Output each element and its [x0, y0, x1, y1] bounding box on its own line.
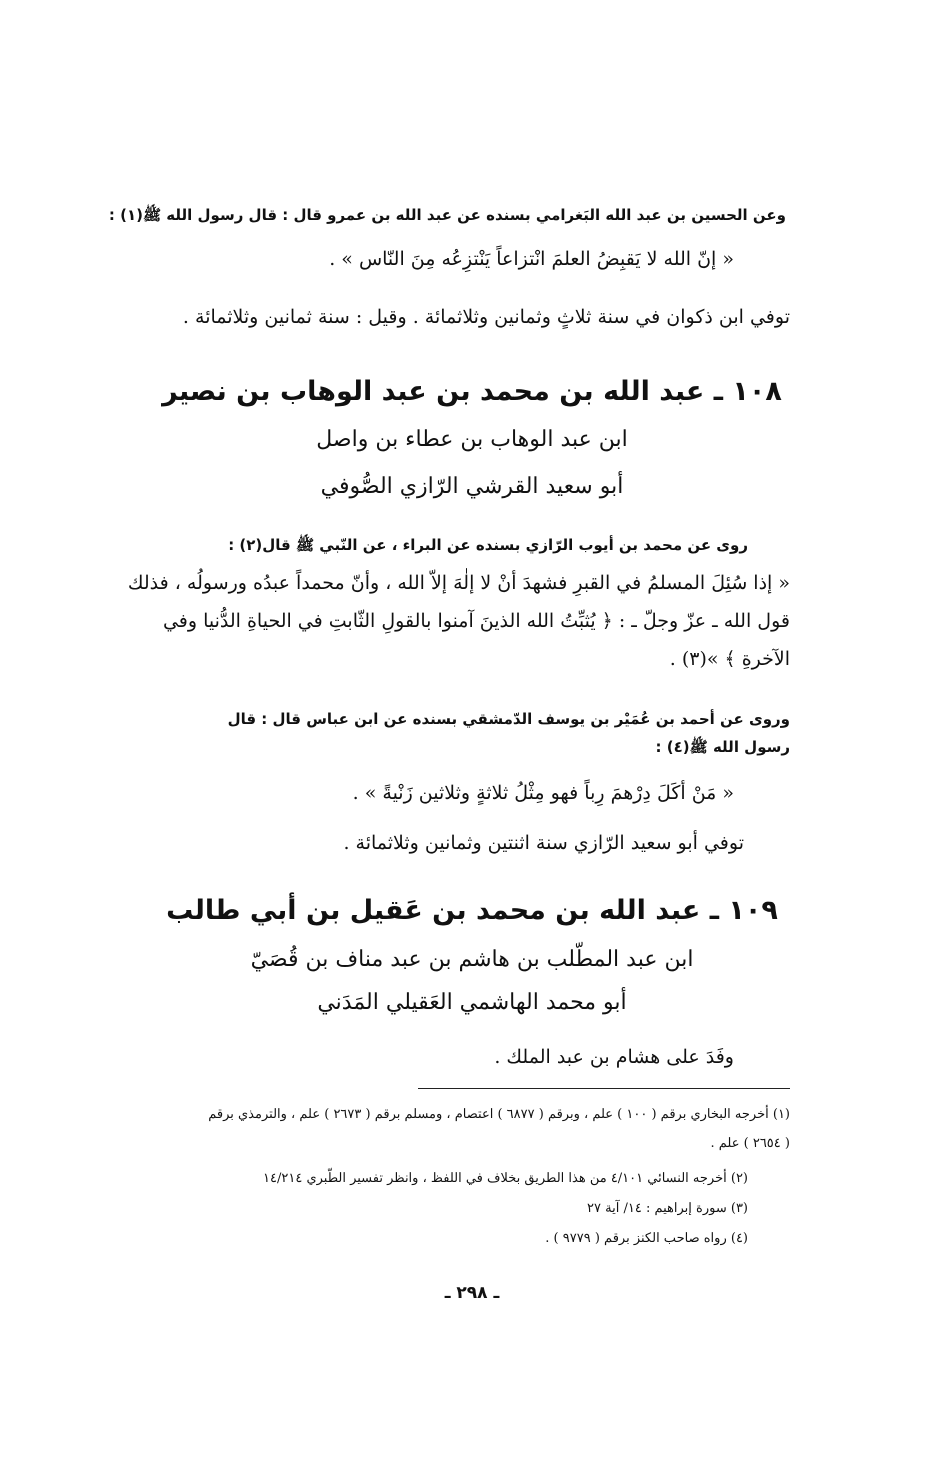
hadith-text: « مَنْ أكَلَ دِرْهمَ رِباً فهو مِثْلُ ثلاثةٍ وثلاثين زَنْيةً » . — [352, 782, 734, 804]
footnote-1: (١) أخرجه البخاري برقم ( ١٠٠ ) علم ، وبرقم ( ٦٨٧٧ ) اعتصام ، ومسلم برقم ( ٢٦٧٣ ) علم ، والترمذي برقم — [208, 1107, 790, 1122]
wafada-note: وفَدَ على هشام بن عبد الملك . — [494, 1046, 734, 1068]
entry-kunya: أبو سعيد القرشي الرّازي الصُّوفي — [320, 474, 624, 499]
narration-line: روى عن محمد بن أيوب الرّازي بسنده عن البراء ، عن النّبي ﷺ قال(٢) : — [228, 536, 748, 554]
death-note: توفي أبو سعيد الرّازي سنة اثنتين وثمانين وثلاثمائة . — [343, 832, 744, 854]
hadith-line: الآخرةِ ﴾ »(٣) . — [669, 648, 790, 670]
death-note: توفي ابن ذكوان في سنة ثلاثٍ وثمانين وثلاثمائة . وقيل : سنة ثمانين وثلاثمائة . — [182, 306, 790, 328]
hadith-text: « إنّ الله لا يَقبِضُ العلمَ انْتزاعاً يَنْتزِعُه مِنَ النّاس » . — [329, 248, 734, 270]
entry-lineage: ابن عبد المطّلب بن هاشم بن عبد مناف بن قُصَيّ — [250, 947, 694, 972]
page-number: ـ ٢٩٨ ـ — [444, 1283, 500, 1303]
entry-kunya: أبو محمد الهاشمي العَقيلي المَدَني — [317, 990, 627, 1015]
entry-lineage: ابن عبد الوهاب بن عطاء بن واصل — [316, 427, 628, 452]
footnote-1-continued: ( ٢٦٥٤ ) علم . — [710, 1136, 790, 1151]
entry-title: ١٠٨ ـ عبد الله بن محمد بن عبد الوهاب بن نصير — [162, 376, 782, 407]
entry-title: ١٠٩ ـ عبد الله بن محمد بن عَقيل بن أبي طالب — [166, 895, 778, 926]
footnote-divider — [418, 1088, 790, 1089]
narration-line: وروى عن أحمد بن عُمَيْر بن يوسف الدّمشقي بسنده عن ابن عباس قال : قال — [227, 710, 790, 728]
narration-line: وعن الحسين بن عبد الله البَغرامي بسنده عن عبد الله بن عمرو قال : قال رسول الله ﷺ(١) : — [108, 206, 786, 224]
footnote-3: (٣) سورة إبراهيم : ١٤/ آية ٢٧ — [587, 1201, 748, 1216]
hadith-line: « إذا سُئِلَ المسلمُ في القبرِ فشهدَ أنْ لا إلٰهَ إلاّ الله ، وأنّ محمداً عبدُه ورسولُه ، فذلك — [127, 572, 790, 594]
footnote-2: (٢) أخرجه النسائي ٤/١٠١ من هذا الطريق بخلاف في اللفظ ، وانظر تفسير الطّبري ١٤/٢١٤ — [263, 1171, 748, 1186]
narration-line: رسول الله ﷺ(٤) : — [655, 738, 790, 756]
hadith-line: قول الله ـ عزّ وجلّ ـ : ﴿ يُثبِّتُ الله الذينَ آمنوا بالقولِ الثّابتِ في الحياةِ الدُّنيا وفي — [162, 610, 790, 632]
footnote-4: (٤) رواه صاحب الكنز برقم ( ٩٧٧٩ ) . — [545, 1231, 748, 1246]
